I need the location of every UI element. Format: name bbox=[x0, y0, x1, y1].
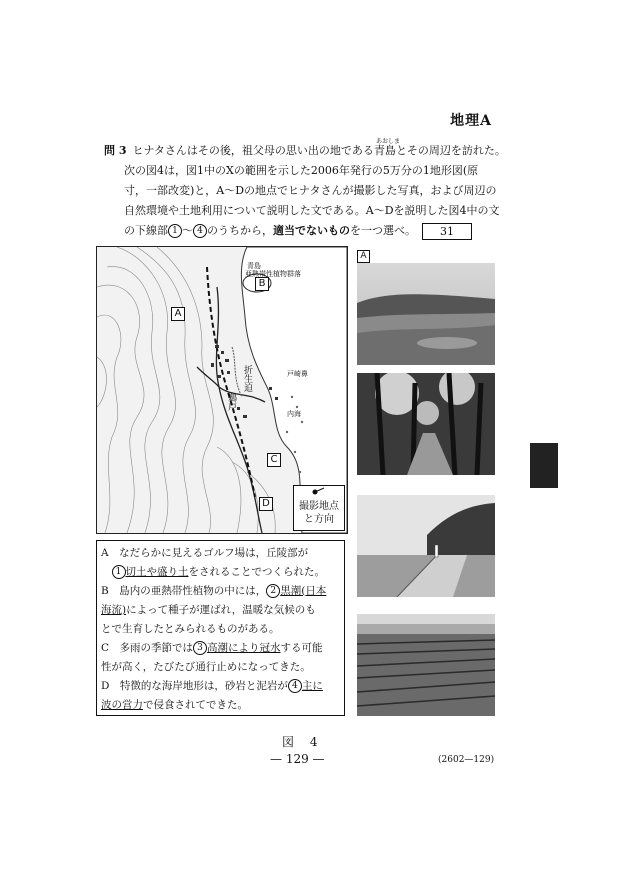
map-label-river: 折生迫 bbox=[242, 365, 252, 392]
map-legend bbox=[293, 485, 345, 531]
page-code: (2602—129) bbox=[438, 755, 495, 765]
camera-direction-icon bbox=[309, 486, 329, 496]
subject-title: 地理A bbox=[450, 113, 492, 129]
map-label-town: 内海 bbox=[287, 410, 301, 418]
statements-box bbox=[96, 540, 345, 716]
answer-number-box: 31 bbox=[422, 223, 472, 240]
photo-label-a: A bbox=[357, 250, 370, 263]
statement-b: B 島内の亜熱帯性植物の中には， 2 黒潮(日本 海流)によって種子が運ばれ，温暖な気候のも とで生育したとみられるものがある。 bbox=[101, 585, 327, 635]
page-number: — 129 — bbox=[270, 752, 325, 766]
photo-a-image bbox=[357, 263, 495, 365]
question-block bbox=[104, 138, 514, 241]
map-marker-c: C bbox=[267, 453, 281, 467]
photo-d-image bbox=[357, 614, 495, 716]
place-name: あおしま 青島 bbox=[374, 141, 396, 161]
map-label-misaki: 戸崎鼻 bbox=[287, 370, 308, 378]
statement-a: A なだらかに見えるゴルフ場は，丘陵部が 1 切土や盛り土をされることでつくられた。 bbox=[101, 547, 325, 578]
photo-c bbox=[357, 495, 495, 597]
legend-line-2: と方向 bbox=[304, 514, 334, 525]
question-line-1: 問 3 ヒナタさんはその後，祖父母の思い出の地である あおしま 青島とその周辺を訪れた。 bbox=[104, 141, 514, 161]
question-line-2: 次の図4は，図1中のXの範囲を示した2006年発行の5万分の1地形図(原 bbox=[124, 164, 479, 177]
map-marker-b: B bbox=[255, 277, 269, 291]
question-line-5: の下線部 1 ～ 4 のうちから，適当でないものを一つ選べ。 31 bbox=[104, 221, 514, 241]
legend-line-1: 撮影地点 bbox=[299, 501, 339, 512]
side-index-tab bbox=[530, 443, 558, 488]
question-line-3: 寸，一部改変)と，A～Dの地点でヒナタさんが撮影した写真，および周辺の bbox=[124, 184, 497, 197]
question-line-4: 自然環境や土地利用について説明した文である。A～Dを説明した図4中の文 bbox=[124, 204, 500, 217]
map-marker-a: A bbox=[171, 307, 185, 321]
photo-a bbox=[357, 263, 495, 365]
statement-d: D 特徴的な海岸地形は，砂岩と泥岩が 4 主に 波の営力で侵食されてできた。 bbox=[101, 680, 323, 711]
place-ruby: あおしま bbox=[375, 138, 400, 145]
map-label-island: 青島 bbox=[247, 262, 261, 270]
figure-caption: 図 4 bbox=[282, 735, 324, 749]
photo-d bbox=[357, 614, 495, 716]
photo-b-image bbox=[357, 373, 495, 475]
photo-b bbox=[357, 373, 495, 475]
statement-c: C 多雨の季節では 3 高潮により冠水する可能 性が高く，たびたび通行止めになってきた。 bbox=[101, 642, 323, 673]
map-label-garden: 亜熱帯性植物群落 bbox=[245, 270, 301, 278]
topographic-map bbox=[96, 246, 348, 534]
photo-c-image bbox=[357, 495, 495, 597]
map-label-hill: 鵜戸 bbox=[226, 393, 236, 411]
question-label: 問 3 bbox=[104, 144, 127, 157]
map-marker-d: D bbox=[259, 497, 273, 511]
